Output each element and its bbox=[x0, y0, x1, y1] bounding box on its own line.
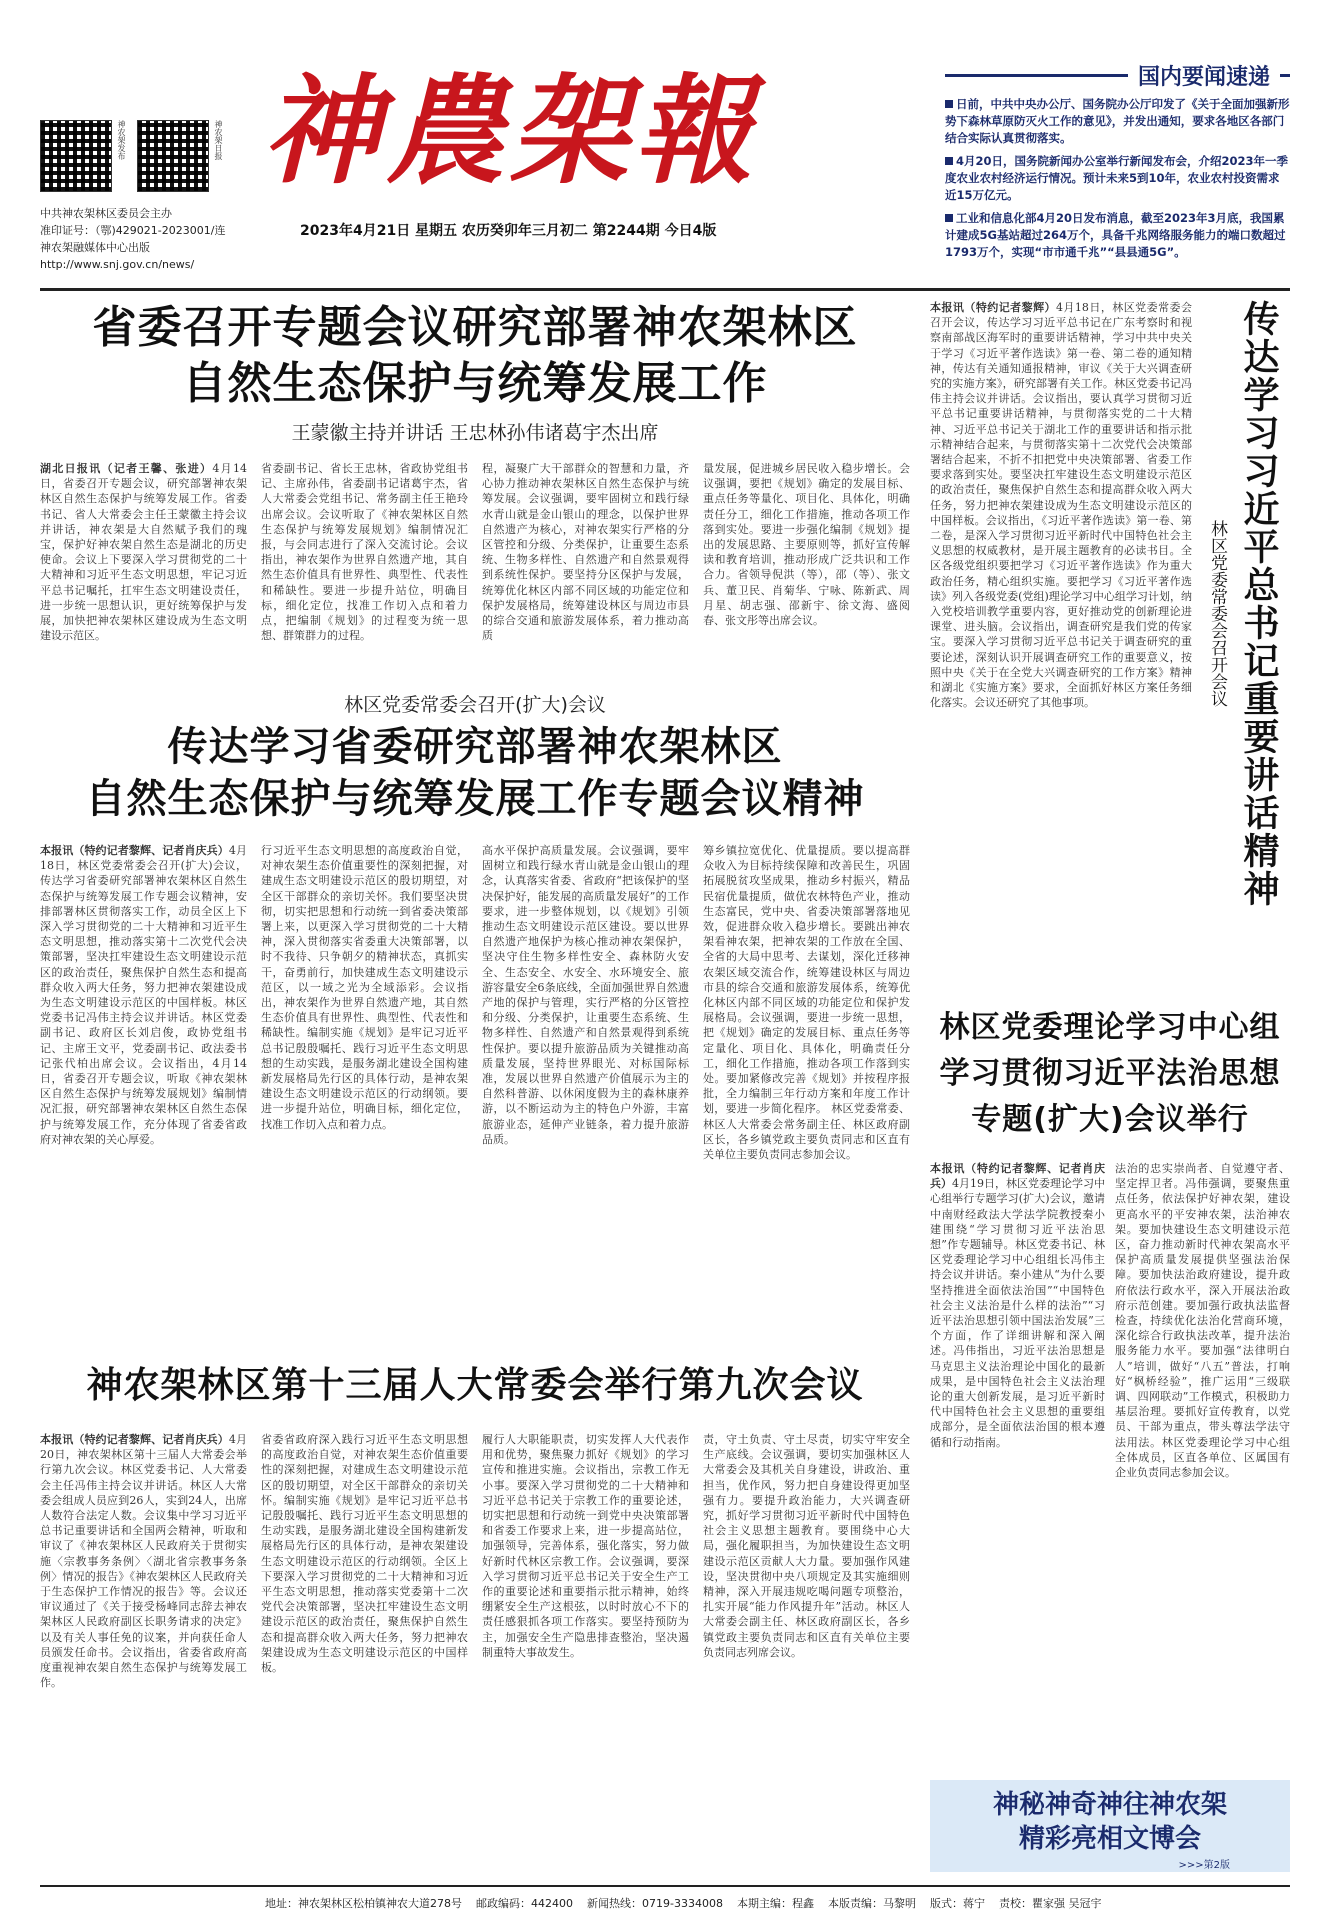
article-4 bbox=[930, 300, 1290, 990]
article-2-col: 筹乡镇拉宽优化、优量提质。要以提高群众收入为目标持续保障和改善民生，巩固拓展脱贫攻坚成果，推动乡村振兴，精品民宿优量提质，做优农林特色产业，推动生态富民，党中央、省委决策部署落地见效，促进群众收入稳步增长。要跳出神农架看神农架，把神农架的工作放在全国、全省的大局中思考、去谋划，深化迁移神农架区域交流合作，统筹建设林区与周边市县的综合交通和旅游发展体系，统筹优化林区内部不同区域的功能定位和保护发展格局。会议强调，要进一步统一思想，把《规划》确定的发展目标、重点任务等定量化、项目化、具体化，明确责任分工，细化工作措施，推动各项工作落到实处。要加紧修改完善《规划》并按程序报批，全力编制三年行动方案和年度工作计划，要进一步简化程序。 林区党委常委、林区人大常委会常务副主任、林区政府副区长，各乡镇党政主要负责同志和区直有关单位主要负责同志参加会议。 bbox=[703, 844, 910, 1162]
promo-page-pointer[interactable]: >>>第2版 bbox=[1178, 1860, 1230, 1871]
qr-icon bbox=[40, 120, 112, 192]
article-3-body bbox=[40, 1432, 910, 1867]
article-4-kicker: 林区党委常委会召开会议 bbox=[1207, 520, 1227, 707]
footer-hotline: 新闻热线：0719-3334008 bbox=[587, 1897, 723, 1910]
qr-code-1[interactable] bbox=[40, 120, 127, 192]
article-3-col: 本报讯（特约记者黎辉、记者肖庆兵）4月20日，神农架林区第十三届人大常委会举行第九次会议。林区党委书记、人大常委会主任冯伟主持会议并讲话。林区人大常委会组成人员应到26人，实到24人，出席人数符合法定人数。会议集中学习习近平总书记重要讲话和全国两会精神，听取和审议了《神农架林区人民政府关于贯彻实施〈宗教事务条例〉〈湖北省宗教事务条例〉情况的报告》《神农架林区人民政府关于生态保护工作情况的报告》等。会议还审议通过了《关于接受杨峰同志辞去神农架林区人民政府副区长职务请求的决定》以及有关人事任免的议案，并向获任命人员颁发任命书。会议指出，省委省政府高度重视神农架自然生态保护与统筹发展工作。 bbox=[40, 1433, 247, 1690]
article-1-body bbox=[40, 461, 910, 706]
article-2 bbox=[40, 690, 910, 1283]
article-3-title: 神农架林区第十三届人大常委会举行第九次会议 bbox=[86, 1365, 864, 1406]
footer bbox=[265, 1895, 1101, 1911]
article-1-col: 省委副书记、省长王忠林，省政协党组书记、主席孙伟，省委副书记诸葛宇杰，省人大常委会党组书记、常务副主任王艳玲出席会议。会议听取了《神农架林区自然生态保护与统筹发展规划》编制情况汇报，与会同志进行了深入交流讨论。会议指出，神农架作为世界自然遗产地，其自然生态价值具有世界性、典型性、代表性和稀缺性。要进一步提升站位，明确目标，细化定位，找准工作切入点和着力点，把编制《规划》的过程变为统一思想、群策群力的过程。 bbox=[261, 462, 468, 643]
article-3-col: 省委省政府深入践行习近平生态文明思想的高度政治自觉，对神农架生态价值重要性的深刻把握，对建成生态文明建设示范区的殷切期望，对全区干部群众的亲切关怀。编制实施《规划》是牢记习近平总书记殷殷嘱托、践行习近平生态文明思想的生动实践，是服务湖北建设全国构建新发展格局先行区的具体行动，是神农架建设生态文明建设示范区的行动纲领。全区上下要深入学习贯彻党的二十大精神和习近平生态文明思想，推动落实党委第十二次党代会决策部署，坚决扛牢建设生态文明建设示范区的政治责任，聚焦保护自然生态和提高群众收入两大任务，努力把神农架建设成为生态文明建设示范区的中国样板。 bbox=[261, 1433, 468, 1675]
article-2-title-line1: 传达学习省委研究部署神农架林区 bbox=[167, 724, 783, 770]
article-5-title-line2: 学习贯彻习近平法治思想 bbox=[939, 1056, 1281, 1091]
article-1 bbox=[40, 300, 910, 706]
bullet-icon bbox=[945, 157, 953, 165]
promo-line2: 精彩亮相文博会 bbox=[1018, 1824, 1201, 1854]
dateline: 2023年4月21日 星期五 农历癸卯年三月初二 第2244期 今日4版 bbox=[300, 223, 717, 239]
article-2-col: 行习近平生态文明思想的高度政治自觉，对神农架生态价值重要性的深刻把握，对建成生态文明建设示范区的殷切期望，对全区干部群众的亲切关怀。我们要坚决贯彻，切实把思想和行动统一到省委决策部署上来，以更深入学习贯彻党的二十大精神，深入贯彻落实省委重大决策部署，以时不我待、只争朝夕的精神状态，真抓实干，奋勇前行，加快建成生态文明建设示范区，以一域之光为全域添彩。会议指出，神农架作为世界自然遗产地，其自然生态价值具有世界性、典型性、代表性和稀缺性。编制实施《规划》是牢记习近平总书记殷殷嘱托、践行习近平生态文明思想的生动实践，是服务湖北建设全国构建新发展格局先行区的具体行动，是神农架建设生态文明建设示范区的行动纲领。要进一步提升站位，明确目标，细化定位，找准工作切入点和着力点。 bbox=[261, 844, 468, 1131]
header-rule bbox=[40, 288, 1290, 291]
article-5-col: 本报讯（特约记者黎辉、记者肖庆兵）4月19日，林区党委理论学习中心组举行专题学习(扩大)会议，邀请中南财经政法大学法学院教授秦小建围绕“学习贯彻习近平法治思想”作专题辅导。林区党委书记、林区党委理论学习中心组组长冯伟主持会议并讲话。秦小建从“为什么要坚持推进全面依法治国”“中国特色社会主义法治是什么样的法治”“习近平法治思想引领中国法治发展”三个方面，作了详细讲解和深入阐述。冯伟指出，习近平法治思想是马克思主义法治理论中国化的最新成果，是中国特色社会主义法治理论的重大创新发展，是习近平新时代中国特色社会主义思想的重要组成部分，是全面依法治国的根本遵循和行动指南。 bbox=[930, 1162, 1105, 1449]
footer-editor: 本期主编：程鑫 bbox=[736, 1897, 814, 1910]
article-2-title-line2: 自然生态保护与统筹发展工作专题会议精神 bbox=[85, 776, 865, 822]
masthead-logo: 神農架報 bbox=[262, 61, 759, 200]
news-item: 日前，中共中央办公厅、国务院办公厅印发了《关于全面加强新形势下森林草原防灭火工作的意见》，并发出通知，要求各地区各部门结合实际认真贯彻落实。 bbox=[945, 97, 1290, 145]
masthead-info bbox=[40, 205, 240, 273]
article-1-col: 程，凝聚广大干部群众的智慧和力量，齐心协力推动神农架林区自然生态保护与统筹发展。会议强调，要牢固树立和践行绿水青山就是金山银山的理念，以保护世界自然遗产为核心，对神农架实行严格的分区管控和分级、分类保护，让重要生态系统、生物多样性、自然遗产和自然景观得到系统性保护。要坚持分区保护与发展，统筹优化林区内部不同区域的功能定位和保护发展格局，统筹建设林区与周边市县的综合交通和旅游发展体系，着力推动高质 bbox=[482, 462, 689, 643]
article-1-col: 量发展，促进城乡居民收入稳步增长。会议强调，要把《规划》确定的发展目标、重点任务等量化、项目化、具体化，明确责任分工，细化工作措施，推动各项工作落到实处。要进一步强化编制《规划》提出的发展思路、主要原则等，抓好宣传解读和教育培训，推动形成广泛共识和工作合力。省领导倪洪（等），邵（等）、张文兵、董卫民、肖菊华、宁咏、陈新武、周月星、胡志强、邵新宇、徐文海、盛阅春、张文彤等出席会议。 bbox=[703, 462, 910, 628]
article-4-body: 本报讯（特约记者黎辉）4月18日，林区党委常委会召开会议，传达学习习近平总书记在广东考察时和视察南部战区海军时的重要讲话精神，学习中共中央关于学习《习近平著作选读》第一卷、第二卷的通知精神，传达有关通知通报精神，审议《关于大兴调查研究的实施方案》，研究部署有关工作。林区党委书记冯伟主持会议并讲话。会议指出，要认真学习贯彻习近平总书记重要讲话精神，与贯彻落实党的二十大精神、习近平总书记关于湖北工作的重要讲话和指示批示精神结合起来，与贯彻落实第十二次党代会决策部署结合起来，不折不扣把党中央决策部署、省委工作要求落到实处。要坚决扛牢建设生态文明建设示范区的政治责任，聚焦保护自然生态和提高群众收入两大任务，努力把神农架建设成为生态文明建设示范区的中国样板。会议指出，《习近平著作选读》第一卷、第二卷，是深入学习贯彻习近平新时代中国特色社会主义思想的权威教材，是开展主题教育的必读书目。全区各级党组织要把学习《习近平著作选读》作为重大政治任务，精心组织实施。要把学习《习近平著作选读》列入各级党委(党组)理论学习中心组学习计划，纳入党校培训教学重要内容，更好推动党的创新理论进课堂、进头脑。会议指出，调查研究是我们党的传家宝。要深入学习贯彻习近平总书记关于调查研究的重要论述，深刻认识开展调查研究工作的重要意义，按照中央《关于在全党大兴调查研究的工作方案》精神和湖北《实施方案》要求，全面抓好林区方案任务细化落实。会议还研究了其他事项。 bbox=[930, 301, 1192, 710]
footer-page-editor: 本版责编：马黎明 bbox=[827, 1897, 916, 1910]
article-1-title-line1: 省委召开专题会议研究部署神农架林区 bbox=[92, 302, 858, 353]
article-4-title: 传达学习习近平总书记重要讲话精神 bbox=[1238, 300, 1279, 908]
article-5-col: 法治的忠实崇尚者、自觉遵守者、坚定捍卫者。冯伟强调，要聚焦重点任务，依法保护好神农架，建设更高水平的平安神农架，法治神农架。要加快建设生态文明建设示范区，奋力推动新时代神农架高水平保护高质量发展提供坚强法治保障。要加快法治政府建设，提升政府依法行政水平，深入开展法治政府示范创建。要加强行政执法监督检查，持续优化法治化营商环境，深化综合行政执法改革，提升法治服务能力水平。要加强“法律明白人”培训，做好“八五”普法，打响好“枫桥经验”，推广运用“三级联调、四网联动”工作模式，积极助力基层治理。要抓好宣传教育，以党员、干部为重点，带头尊法学法守法用法。林区党委理论学习中心组全体成员，区直各单位、区属国有企业负责同志参加会议。 bbox=[1115, 1162, 1290, 1480]
news-item: 4月20日，国务院新闻办公室举行新闻发布会，介绍2023年一季度农业农村经济运行情况。预计未来5到10年，农业农村投资需求近15万亿元。 bbox=[945, 154, 1289, 202]
article-2-kicker: 林区党委常委会召开(扩大)会议 bbox=[344, 694, 606, 716]
footer-address: 地址：神农架林区松柏镇神农大道278号 bbox=[265, 1897, 462, 1910]
promo-line1: 神秘神奇神往神农架 bbox=[992, 1790, 1227, 1820]
qr-block bbox=[40, 120, 224, 192]
article-1-title-line2: 自然生态保护与统筹发展工作 bbox=[182, 358, 768, 409]
article-1-subtitle: 王蒙徽主持并讲话 王忠林孙伟诸葛宇杰出席 bbox=[291, 422, 659, 444]
website-link[interactable]: http://www.snj.gov.cn/news/ bbox=[40, 258, 195, 271]
footer-postcode: 邮政编码：442400 bbox=[476, 1897, 573, 1910]
bullet-icon bbox=[945, 100, 953, 108]
qr-caption-1: 神农架发布 bbox=[117, 120, 126, 160]
article-3 bbox=[40, 1360, 910, 1867]
qr-caption-2: 神农架日报 bbox=[214, 120, 223, 160]
article-1-col: 湖北日报讯（记者王馨、张进）4月14日，省委召开专题会议，研究部署神农架林区自然生态保护与统筹发展工作。省委书记、省人大常委会主任王蒙徽主持会议并讲话，神农架是大自然赋予我们的瑰宝，保护好神农架自然生态是湖北的历史使命。会议上下要深入学习贯彻党的二十大精神和习近平生态文明思想，牢记习近平总书记嘱托，扛牢生态文明建设责任，进一步统一思想认识，更好统筹保护与发展，加快把神农架林区建设成为生态文明建设示范区。 bbox=[40, 462, 247, 643]
bullet-icon bbox=[945, 214, 953, 222]
footer-layout: 版式：蒋宁 bbox=[929, 1897, 985, 1910]
footer-proof: 责校：瞿家强 吴冠宇 bbox=[998, 1897, 1102, 1910]
publisher: 神农架融媒体中心出版 bbox=[40, 241, 150, 254]
article-2-col: 高水平保护高质量发展。会议强调，要牢固树立和践行绿水青山就是金山银山的理念，认真落实省委、省政府“把该保护的坚决保护好，能发展的高质量发展好”的工作要求，进一步整体规划，以《规划》引领推动生态文明建设示范区建设。要以世界自然遗产地保护为核心推动神农架保护，坚决守住生物多样性安全、森林防火安全、生态安全、水安全、水环境安全、旅游容量安全6条底线，全面加强世界自然遗产地的保护与管理，实行严格的分区管控和分级、分类保护，让重要生态系统、生物多样性、自然遗产和自然景观得到系统性保护。要以提升旅游品质为关键推动高质量发展，坚持世界眼光、对标国际标准，发展以世界自然遗产价值展示为主的自然科普游、以休闲度假为主的森林康养游，以不断运动为主的特色户外游，丰富旅游业态，延伸产业链条，着力提升旅游品质。 bbox=[482, 844, 689, 1146]
article-5-body bbox=[930, 1161, 1290, 1751]
qr-icon bbox=[137, 120, 209, 192]
promo-box[interactable] bbox=[930, 1780, 1290, 1872]
article-5 bbox=[930, 1005, 1290, 1751]
article-2-col: 本报讯（特约记者黎辉、记者肖庆兵）4月18日，林区党委常委会召开(扩大)会议，传达学习省委研究部署神农架林区自然生态保护与统筹发展工作专题会议精神，安排部署林区贯彻落实工作，动员全区上下深入学习贯彻党的二十大精神和习近平生态文明思想，推动落实第十二次党代会决策部署，坚决扛牢建设生态文明建设示范区的政治责任，聚焦保护自然生态和提高群众收入两大任务，努力把神农架建设成为生态文明建设示范区的中国样板。林区党委书记冯伟主持会议并讲话。林区党委副书记、政府区长刘启俊，政协党组书记、主席王文平，党委副书记、政法委书记张代柏出席会议。会议指出，4月14日，省委召开专题会议，听取《神农架林区自然生态保护与统筹发展规划》编制情况汇报，研究部署神农架林区自然生态保护与统筹发展工作，充分体现了省委省政府对神农架的关心厚爱。 bbox=[40, 844, 247, 1146]
article-3-col: 履行人大职能职责，切实发挥人大代表作用和优势，聚焦聚力抓好《规划》的学习宣传和推进实施。会议指出，宗教工作无小事。要深入学习贯彻党的二十大精神和习近平总书记关于宗教工作的重要论述，切实把思想和行动统一到党中央决策部署和省委工作要求上来，进一步提高站位，加强领导，完善体系，强化落实，努力做好新时代林区宗教工作。会议强调，要深入学习贯彻习近平总书记关于安全生产工作的重要论述和重要指示批示精神，始终绷紧安全生产这根弦，以时时放心不下的责任感狠抓各项工作落实。要坚持预防为主，加强安全生产隐患排查整治，坚决遏制重特大事故发生。 bbox=[482, 1433, 689, 1659]
article-2-body bbox=[40, 843, 910, 1283]
article-5-title-line3: 专题(扩大)会议举行 bbox=[971, 1102, 1249, 1137]
news-item: 工业和信息化部4月20日发布消息，截至2023年3月底，我国累计建成5G基站超过264万个，具备千兆网络服务能力的端口数超过1793万个，实现“市市通千兆”“县县通5G”。 bbox=[945, 211, 1286, 259]
news-digest-box bbox=[945, 60, 1290, 270]
article-5-title-line1: 林区党委理论学习中心组 bbox=[939, 1010, 1281, 1045]
news-box-title: 国内要闻速递 bbox=[1128, 60, 1280, 91]
permit: 准印证号：（鄂)429021-2023001/连 bbox=[40, 224, 226, 237]
footer-rule bbox=[40, 1885, 1290, 1887]
qr-code-2[interactable] bbox=[137, 120, 224, 192]
article-3-col: 责，守土负责、守土尽责，切实守牢安全生产底线。会议强调，要切实加强林区人大常委会及其机关自身建设，讲政治、重担当，优作风，努力把自身建设得更加坚强有力。要提升政治能力，大兴调查研究，抓好学习贯彻习近平新时代中国特色社会主义思想主题教育。要围绕中心大局，强化履职担当，为加快建设生态文明建设示范区贡献人大力量。要加强作风建设，坚决贯彻中央八项规定及其实施细则精神，深入开展违规吃喝问题专项整治，扎实开展“能力作风提升年”活动。林区人大常委会副主任、林区政府副区长，各乡镇党政主要负责同志和区直有关单位主要负责同志列席会议。 bbox=[703, 1433, 910, 1659]
sponsor: 中共神农架林区委员会主办 bbox=[40, 207, 172, 220]
